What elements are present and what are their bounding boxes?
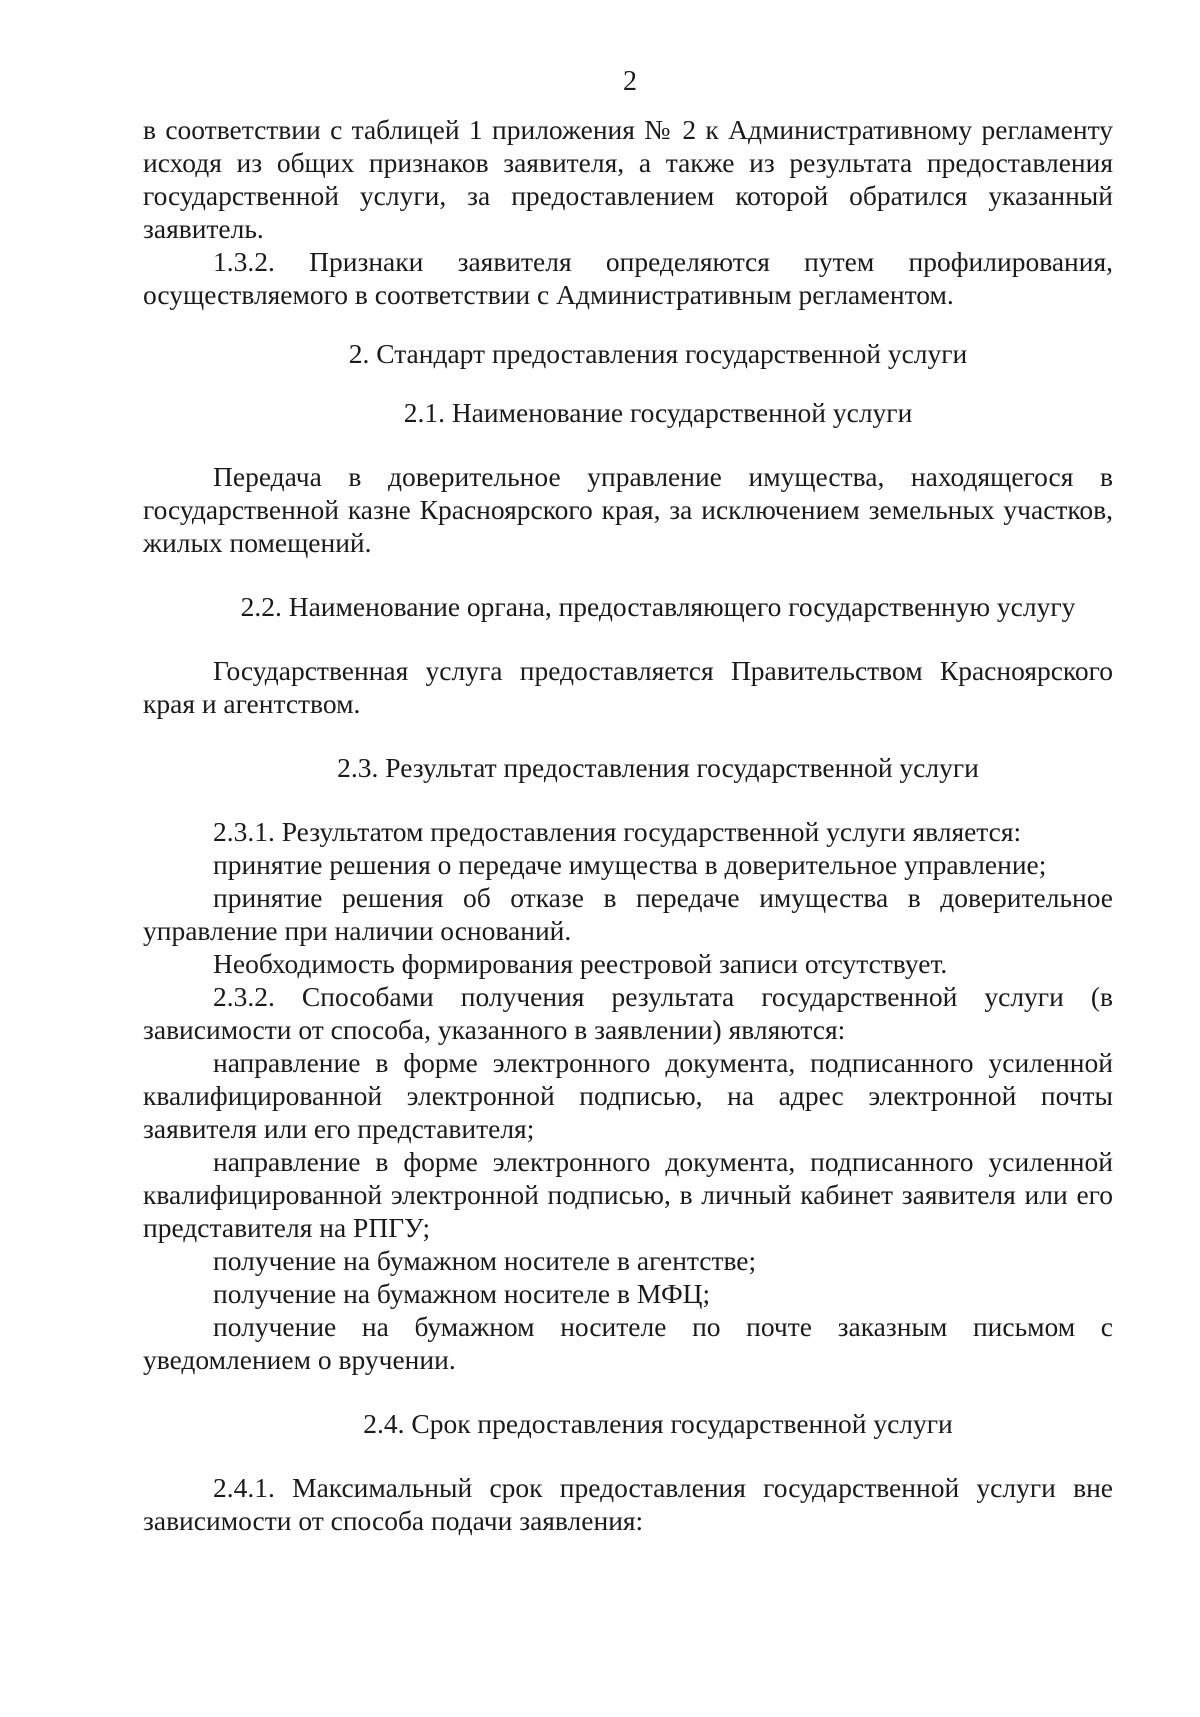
list-item-email-delivery: направление в форме электронного документа, подписанного усиленной квалифицированной электронной подписью, на адрес электронной почты заявителя или его представителя; [143,1047,1113,1144]
list-item-result-decision: принятие решения о передаче имущества в доверительное управление; [213,849,1047,880]
paragraph-2-4-1: 2.4.1. Максимальный срок предоставления государственной услуги вне зависимости от способа подачи заявления: [143,1472,1113,1536]
list-item-paper-mfc: получение на бумажном носителе в МФЦ; [213,1278,711,1309]
paragraph-applicant-groups: в соответствии с таблицей 1 приложения № 2 к Административному регламенту исходя из общих признаков заявителя, а также из результата предоставления государственной услуги, за предоставлением которой обратился указанный заявитель. [143,114,1113,244]
subsection-heading-2-2: 2.2. Наименование органа, предоставляющего государственную услугу [240,591,1076,622]
paragraph-1-3-2: 1.3.2. Признаки заявителя определяются путем профилирования, осуществляемого в соответствии с Административным регламентом. [143,246,1113,310]
list-item-paper-agency: получение на бумажном носителе в агентстве; [213,1245,757,1276]
list-item-result-refusal: принятие решения об отказе в передаче имущества в доверительное управление при наличии оснований. [143,882,1113,946]
paragraph-2-3-2: 2.3.2. Способами получения результата государственной услуги (в зависимости от способа, указанного в заявлении) являются: [143,981,1113,1045]
paragraph-registry-record: Необходимость формирования реестровой записи отсутствует. [213,948,948,979]
list-item-cabinet-delivery: направление в форме электронного документа, подписанного усиленной квалифицированной электронной подписью, в личный кабинет заявителя или его представителя на РПГУ; [143,1146,1113,1243]
subsection-heading-2-1: 2.1. Наименование государственной услуги [403,397,913,428]
subsection-heading-2-3: 2.3. Результат предоставления государственной услуги [337,752,979,783]
page-number: 2 [623,66,637,97]
document-body [143,113,1113,1537]
paragraph-service-name: Передача в доверительное управление имущества, находящегося в государственной казне Красноярского края, за исключением земельных участков, жилых помещений. [143,461,1113,558]
list-item-paper-mail: получение на бумажном носителе по почте заказным письмом с уведомлением о вручении. [143,1311,1113,1375]
paragraph-2-3-1: 2.3.1. Результатом предоставления государственной услуги является: [213,816,1022,847]
subsection-heading-2-4: 2.4. Срок предоставления государственной услуги [363,1408,953,1439]
paragraph-service-provider: Государственная услуга предоставляется Правительством Красноярского края и агентством. [143,655,1113,719]
section-heading-2: 2. Стандарт предоставления государственной услуги [348,338,968,369]
